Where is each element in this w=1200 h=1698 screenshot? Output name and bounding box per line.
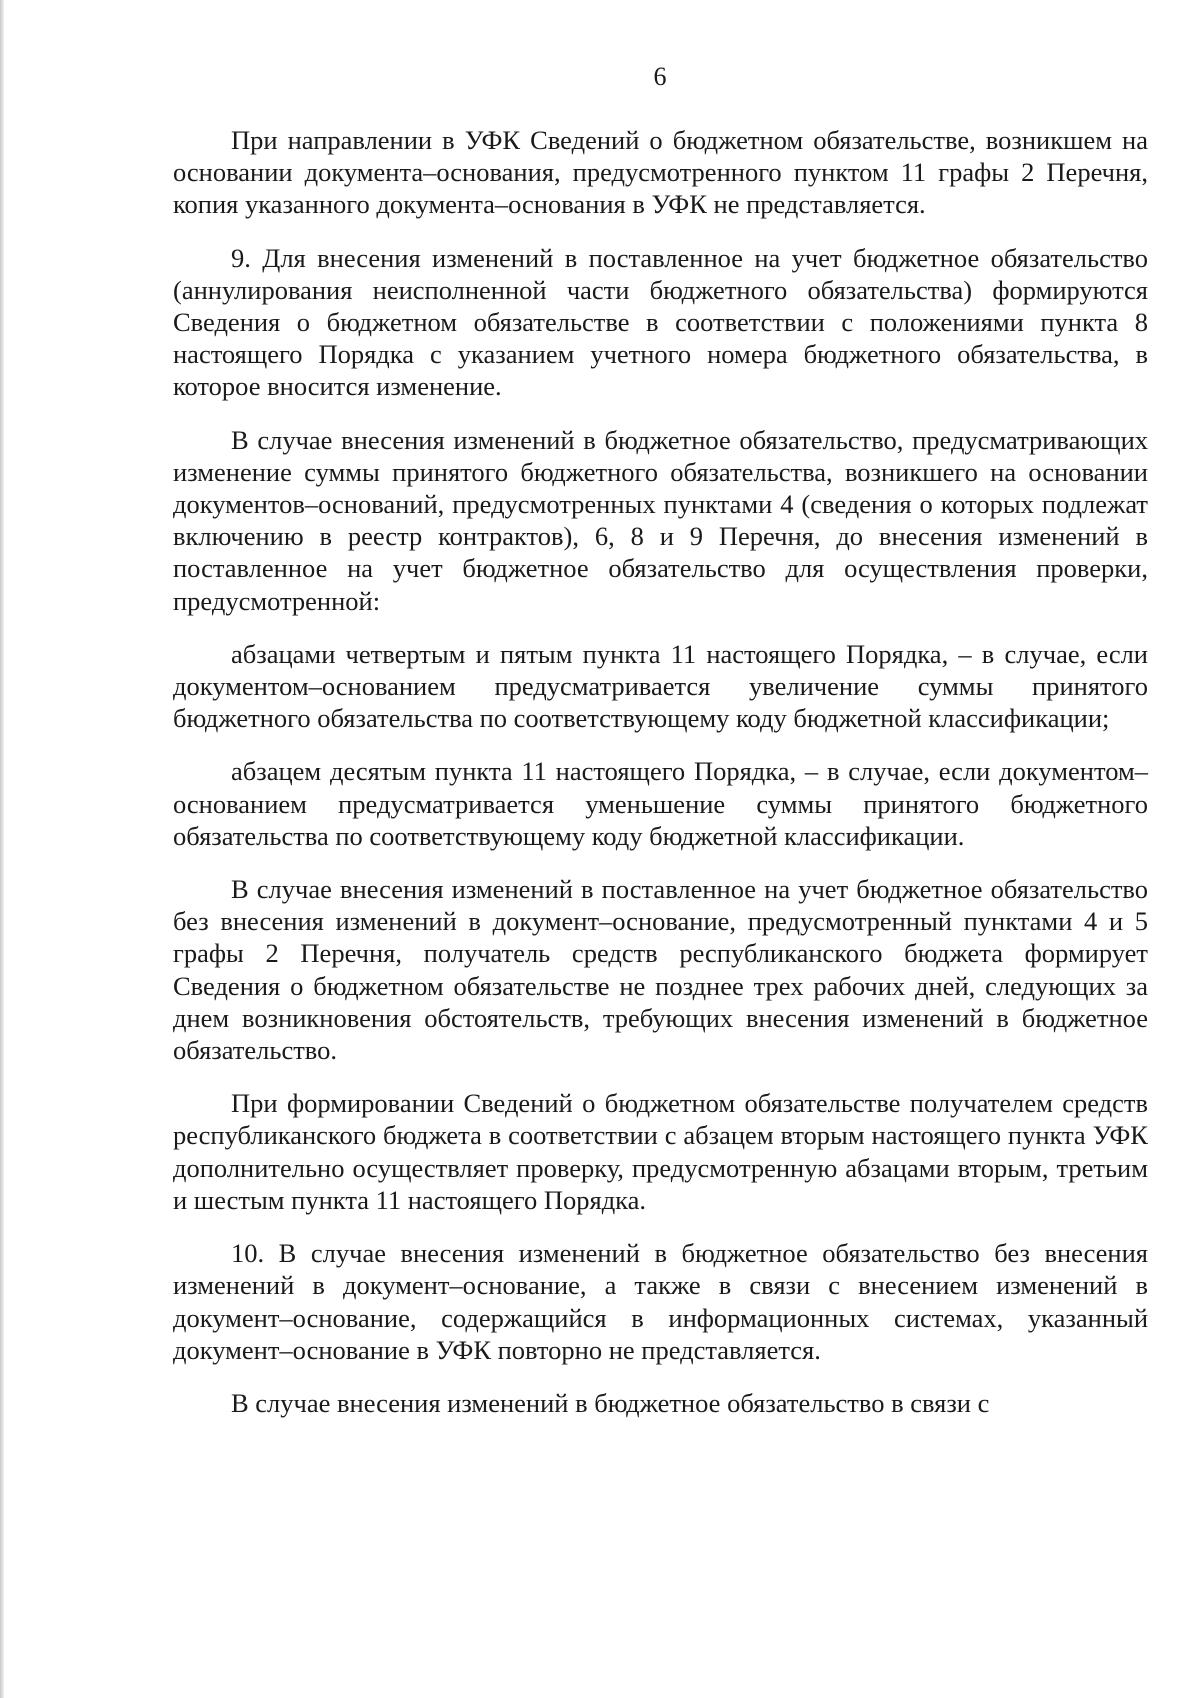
paragraph-ufk-copy-not-provided: При направлении в УФК Сведений о бюджетном обязательстве, возникшем на основании документа–основания, предусмотренного пунктом 11 графы 2 Перечня, копия указанного документа–основания в УФК не представляется.	[173, 125, 1148, 220]
paragraph-changes-without-basis: В случае внесения изменений в поставленное на учет бюджетное обязательство без внесения изменений в документ–основание, предусмотренный пунктами 4 и 5 графы 2 Перечня, получатель средств республиканского бюджета формирует Сведения о бюджетном обязательстве не позднее трех рабочих дней, следующих за днем возникновения обстоятельств, требующих внесения изменений в бюджетное обязательство.	[173, 874, 1148, 1066]
scan-edge	[0, 0, 4, 1698]
paragraph-increase-check: абзацами четвертым и пятым пункта 11 настоящего Порядка, – в случае, если документом–основанием предусматривается увеличение суммы принятого бюджетного обязательства по соответствующему коду бюджетной классификации;	[173, 638, 1148, 734]
paragraph-additional-check: При формировании Сведений о бюджетном обязательстве получателем средств республиканского бюджета в соответствии с абзацем вторым настоящего пункта УФК дополнительно осуществляет проверку, предусмотренную абзацами вторым, третьим и шестым пункта 11 настоящего Порядка.	[173, 1088, 1148, 1215]
paragraph-item-10: 10. В случае внесения изменений в бюджетное обязательство без внесения изменений в документ–основание, а также в связи с внесением изменений в документ–основание, содержащийся в информационных системах, указанный документ–основание в УФК повторно не представляется.	[173, 1238, 1148, 1365]
paragraph-continued: В случае внесения изменений в бюджетное обязательство в связи с	[231, 1387, 990, 1418]
paragraph-changes-sum: В случае внесения изменений в бюджетное обязательство, предусматривающих изменение суммы принятого бюджетного обязательства, возникшего на основании документов–оснований, предусмотренных пунктами 4 (сведения о которых подлежат включению в реестр контрактов), 6, 8 и 9 Перечня, до внесения изменений в поставленное на учет бюджетное обязательство для осуществления проверки, предусмотренной:	[173, 424, 1148, 616]
paragraph-decrease-check: абзацем десятым пункта 11 настоящего Порядка, – в случае, если документом–основанием предусматривается уменьшение суммы принятого бюджетного обязательства по соответствующему коду бюджетной классификации.	[173, 756, 1148, 851]
document-body	[173, 124, 1148, 1419]
page-number: 6	[653, 62, 667, 91]
paragraph-item-9: 9. Для внесения изменений в поставленное на учет бюджетное обязательство (аннулирования неисполненной части бюджетного обязательства) формируются Сведения о бюджетном обязательстве в соответствии с положениями пункта 8 настоящего Порядка с указанием учетного номера бюджетного обязательства, в которое вносится изменение.	[173, 242, 1148, 402]
